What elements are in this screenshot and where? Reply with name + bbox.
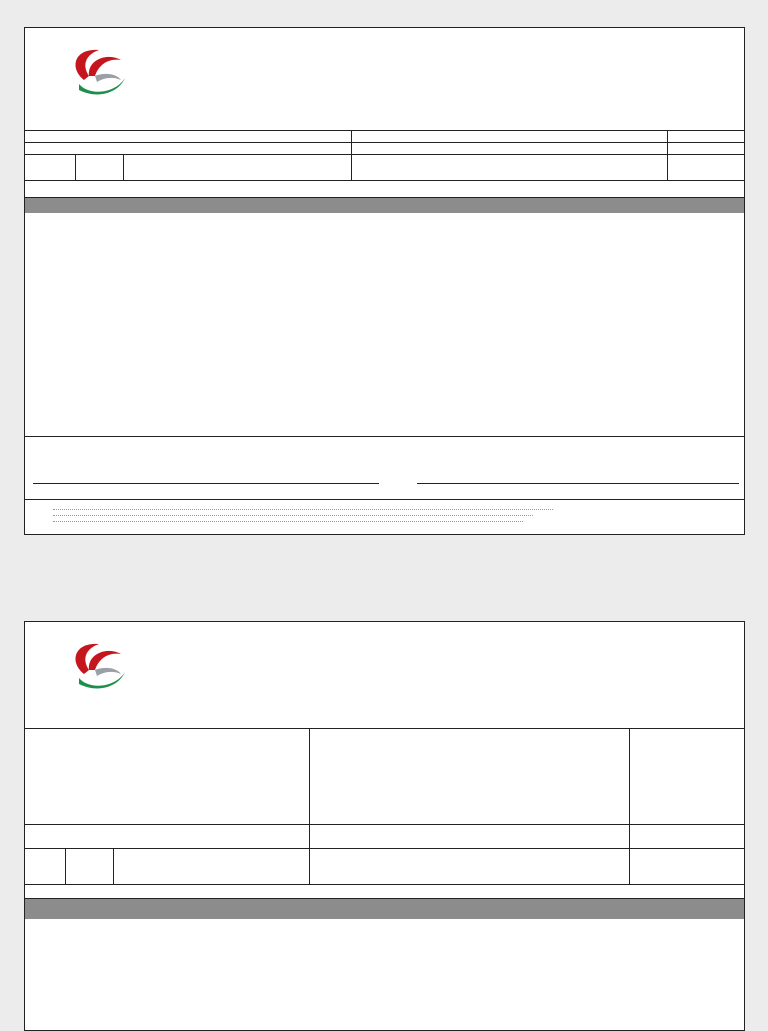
telefono-field[interactable] <box>123 155 351 181</box>
column-header-row <box>25 180 744 198</box>
localidad-field[interactable] <box>309 825 629 849</box>
form-header <box>185 58 585 68</box>
column-header-row <box>25 884 744 899</box>
field-row-2 <box>25 824 744 849</box>
hoja-field[interactable] <box>629 849 746 885</box>
hoja-field[interactable] <box>667 155 746 181</box>
column-instructions-row <box>25 197 744 213</box>
folio-field[interactable] <box>629 729 746 825</box>
observaciones-divider <box>25 499 744 500</box>
zona-field[interactable] <box>25 155 75 181</box>
column-instructions-row <box>25 898 744 919</box>
responsables-divider <box>25 436 744 437</box>
centro-trabajo-field[interactable] <box>25 729 309 825</box>
supervisor-signature-line[interactable] <box>417 483 739 484</box>
fecha-field[interactable] <box>629 825 746 849</box>
localidad-field[interactable] <box>351 155 667 181</box>
director-signature-line[interactable] <box>33 483 379 484</box>
inventory-report-form <box>24 27 745 535</box>
telefono-field[interactable] <box>113 849 309 885</box>
form-header <box>185 652 585 662</box>
domicilio-field[interactable] <box>309 729 629 825</box>
field-row-3 <box>25 154 744 181</box>
sector-field[interactable] <box>65 849 113 885</box>
municipio-field[interactable] <box>309 849 629 885</box>
zona-field[interactable] <box>25 849 65 885</box>
sector-field[interactable] <box>75 155 123 181</box>
field-row-3 <box>25 848 744 885</box>
alta-bienes-form <box>24 621 745 1031</box>
field-row-1 <box>25 728 744 825</box>
clave-field[interactable] <box>25 825 309 849</box>
